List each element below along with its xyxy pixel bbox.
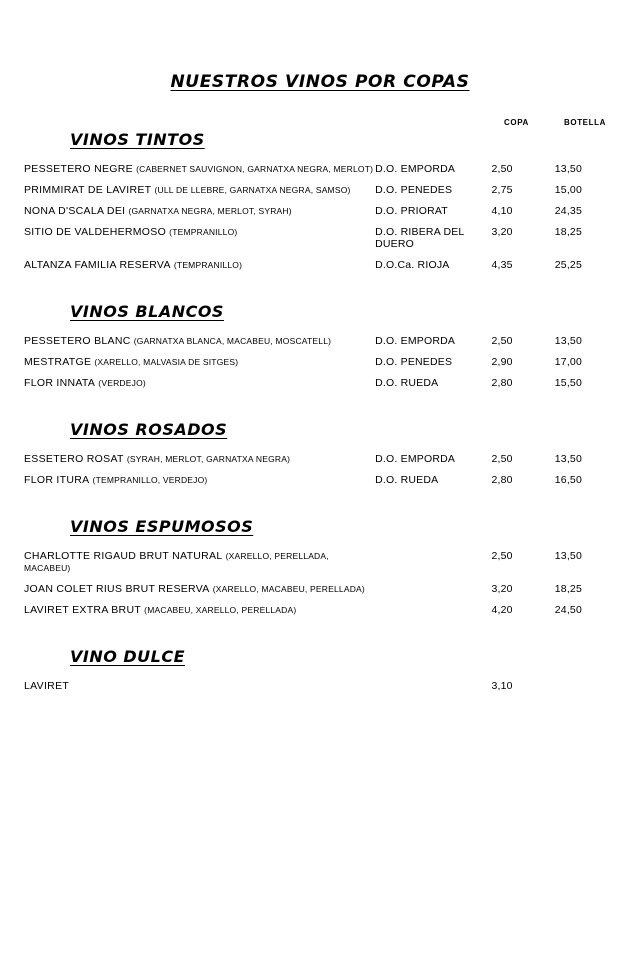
wine-grapes: (VERDEJO) (98, 378, 146, 388)
wine-name: PESSETERO BLANC (24, 335, 131, 347)
column-header-copa: COPA (504, 118, 529, 127)
price-copa: 2,80 (491, 377, 513, 389)
price-copa: 3,20 (491, 583, 513, 595)
wine-name-cell (24, 222, 375, 255)
wine-denomination: D.O. RUEDA (375, 377, 439, 389)
wine-name-cell (24, 470, 375, 491)
wine-name: SITIO DE VALDEHERMOSO (24, 226, 167, 238)
wine-grapes: (CABERNET SAUVIGNON, GARNATXA NEGRA, MERLOT) (136, 164, 374, 174)
price-botella: 13,50 (554, 550, 583, 562)
table-row (24, 449, 616, 470)
wine-denomination: D.O. RIBERA DEL DUERO (375, 226, 465, 250)
wine-denomination (375, 676, 491, 697)
price-botella (555, 676, 616, 697)
price-copa: 4,10 (491, 205, 513, 217)
wine-name: ESSETERO ROSAT (24, 453, 124, 465)
wine-name-cell (24, 255, 375, 276)
wine-denomination: D.O. PRIORAT (375, 205, 448, 217)
section-title: VINO DULCE (70, 647, 186, 666)
column-header-botella: BOTELLA (564, 118, 606, 127)
column-headers (24, 118, 616, 130)
price-botella: 18,25 (554, 583, 583, 595)
wine-grapes: (TEMPRANILLO, VERDEJO) (92, 475, 208, 485)
wine-table (24, 676, 616, 697)
price-botella: 24,50 (554, 604, 583, 616)
price-botella: 16,50 (554, 474, 583, 486)
wine-denomination (375, 600, 491, 621)
wine-grapes: (TEMPRANILLO) (173, 260, 243, 270)
table-row (24, 159, 616, 180)
wine-name: LAVIRET (24, 680, 70, 692)
table-row (24, 579, 616, 600)
wine-denomination: D.O. PENEDES (375, 356, 453, 368)
wine-name-cell (24, 180, 375, 201)
price-botella: 25,25 (554, 259, 583, 271)
wine-table (24, 449, 616, 491)
wine-denomination: D.O. PENEDES (375, 184, 453, 196)
price-copa: 4,35 (491, 259, 513, 271)
wine-name: NONA D'SCALA DEI (24, 205, 126, 217)
wine-denomination (375, 546, 491, 579)
menu-page (0, 72, 640, 977)
wine-grapes: (MACABEU, XARELLO, PERELLADA) (144, 605, 297, 615)
table-row (24, 373, 616, 394)
wine-denomination (375, 579, 491, 600)
wine-name-cell (24, 201, 375, 222)
wine-name: CHARLOTTE RIGAUD BRUT NATURAL (24, 550, 223, 562)
price-botella: 15,50 (554, 377, 583, 389)
table-row (24, 600, 616, 621)
wine-name-cell (24, 449, 375, 470)
price-botella: 13,50 (554, 453, 583, 465)
menu-section (24, 118, 616, 276)
wine-name: FLOR INNATA (24, 377, 96, 389)
wine-name: PESSETERO NEGRE (24, 163, 133, 175)
wine-grapes: (XARELLO, MALVASIA DE SITGES) (94, 357, 239, 367)
menu-section (24, 517, 616, 621)
wine-name: LAVIRET EXTRA BRUT (24, 604, 142, 616)
price-copa: 2,50 (491, 550, 513, 562)
wine-grapes: (ULL DE LLEBRE, GARNATXA NEGRA, SAMSO) (154, 185, 351, 195)
wine-name-cell (24, 579, 375, 600)
table-row (24, 222, 616, 255)
wine-grapes: (GARNATXA NEGRA, MERLOT, SYRAH) (128, 206, 292, 216)
wine-grapes: (XARELLO, MACABEU, PERELLADA) (212, 584, 365, 594)
price-copa: 2,50 (491, 335, 513, 347)
page-title: NUESTROS VINOS POR COPAS (170, 72, 470, 92)
menu-section (24, 420, 616, 491)
menu-sections (24, 118, 616, 697)
section-title: VINOS BLANCOS (70, 302, 224, 321)
wine-name-cell (24, 352, 375, 373)
price-botella: 13,50 (554, 335, 583, 347)
wine-name-cell (24, 159, 375, 180)
price-botella: 13,50 (554, 163, 583, 175)
wine-name-cell (24, 600, 375, 621)
price-copa: 2,50 (491, 163, 513, 175)
wine-name: PRIMMIRAT DE LAVIRET (24, 184, 152, 196)
section-title: VINOS TINTOS (70, 130, 205, 149)
wine-name: JOAN COLET RIUS BRUT RESERVA (24, 583, 210, 595)
price-botella: 17,00 (554, 356, 583, 368)
wine-grapes: (SYRAH, MERLOT, GARNATXA NEGRA) (126, 454, 291, 464)
price-copa: 3,20 (491, 226, 513, 238)
wine-grapes: (TEMPRANILLO) (169, 227, 238, 237)
wine-grapes: (GARNATXA BLANCA, MACABEU, MOSCATELL) (133, 336, 332, 346)
price-botella: 24,35 (554, 205, 583, 217)
table-row (24, 352, 616, 373)
menu-section (24, 647, 616, 697)
wine-grapes: (XARELLO, PERELLADA, MACABEU) (24, 551, 329, 573)
table-row (24, 201, 616, 222)
table-row (24, 546, 616, 579)
wine-name-cell (24, 546, 375, 579)
price-copa: 2,80 (491, 474, 513, 486)
price-copa: 2,50 (491, 453, 513, 465)
price-botella: 18,25 (554, 226, 583, 238)
wine-name: MESTRATGE (24, 356, 92, 368)
wine-name-cell (24, 676, 375, 697)
table-row (24, 470, 616, 491)
wine-denomination: D.O. EMPORDA (375, 163, 456, 175)
price-copa: 4,20 (491, 604, 513, 616)
price-copa: 2,75 (491, 184, 513, 196)
price-copa: 3,10 (491, 680, 513, 692)
wine-name: ALTANZA FAMILIA RESERVA (24, 259, 171, 271)
wine-denomination: D.O. RUEDA (375, 474, 439, 486)
table-row (24, 331, 616, 352)
table-row (24, 180, 616, 201)
price-copa: 2,90 (491, 356, 513, 368)
wine-denomination: D.O. EMPORDA (375, 453, 456, 465)
section-title: VINOS ESPUMOSOS (70, 517, 254, 536)
wine-denomination: D.O.Ca. RIOJA (375, 259, 450, 271)
wine-name-cell (24, 331, 375, 352)
menu-section (24, 302, 616, 394)
wine-name-cell (24, 373, 375, 394)
wine-table (24, 331, 616, 394)
wine-table (24, 159, 616, 276)
wine-denomination: D.O. EMPORDA (375, 335, 456, 347)
wine-name: FLOR ITURA (24, 474, 90, 486)
price-botella: 15,00 (554, 184, 583, 196)
table-row (24, 676, 616, 697)
section-title: VINOS ROSADOS (70, 420, 228, 439)
table-row (24, 255, 616, 276)
wine-table (24, 546, 616, 621)
